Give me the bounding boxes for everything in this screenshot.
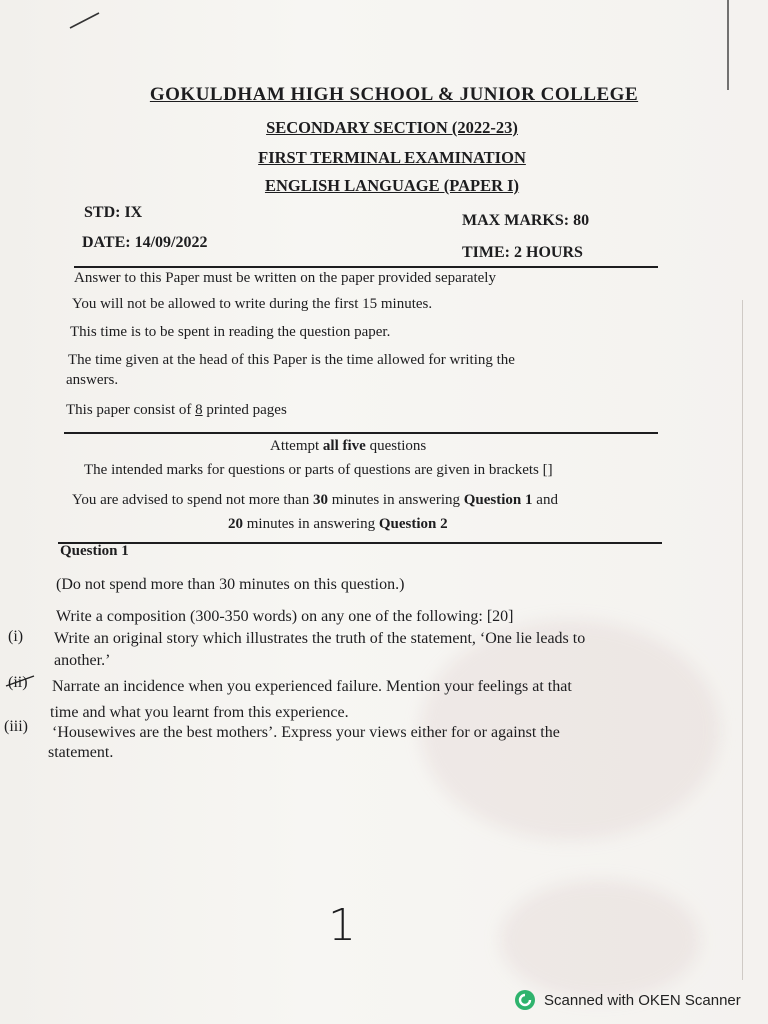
option-text: ‘Housewives are the best mothers’. Express your views either for or against the <box>52 724 560 741</box>
option-number: (i) <box>8 628 24 645</box>
option-number: (iii) <box>4 718 28 735</box>
advice-note <box>72 490 558 510</box>
advice-q1: Question 1 <box>463 492 533 508</box>
question-prompt: Write a composition (300-350 words) on any one of the following: [20] <box>56 608 514 625</box>
strike-mark-icon <box>4 672 40 692</box>
divider-bottom <box>58 542 662 544</box>
subject-title: ENGLISH LANGUAGE (PAPER I) <box>264 176 520 195</box>
advice-prefix: You are advised to spend not more than <box>72 492 313 508</box>
pages-suffix: printed pages <box>202 402 287 418</box>
advice-20: 20 <box>228 516 243 532</box>
advice-30: 30 <box>312 492 328 508</box>
attempt-bold: all five <box>322 438 366 454</box>
exam-title: FIRST TERMINAL EXAMINATION <box>258 148 526 167</box>
school-name: GOKULDHAM HIGH SCHOOL & JUNIOR COLLEGE <box>149 84 639 105</box>
date-label: DATE: 14/09/2022 <box>82 234 208 251</box>
question-note: (Do not spend more than 30 minutes on this question.) <box>56 576 405 593</box>
option-text: time and what you learnt from this experience. <box>50 704 349 721</box>
pen-tick-mark-icon <box>68 10 102 30</box>
option-text: statement. <box>48 744 114 761</box>
advice-mid: minutes in answering <box>327 492 464 508</box>
std-label: STD: IX <box>84 204 143 221</box>
scanner-text: Scanned with OKEN Scanner <box>544 991 741 1009</box>
option-text: Narrate an incidence when you experienced failure. Mention your feelings at that <box>52 678 572 695</box>
attempt-note <box>270 436 426 456</box>
attempt-prefix: Attempt <box>270 438 323 454</box>
instruction-line: The time given at the head of this Paper is the time allowed for writing the <box>68 352 515 368</box>
max-marks-label: MAX MARKS: 80 <box>462 212 590 229</box>
scanner-watermark <box>514 988 741 1012</box>
option-number: (ii) <box>8 674 28 691</box>
advice-q2: Question 2 <box>378 516 448 532</box>
option-text: another.’ <box>54 652 111 669</box>
instruction-line: You will not be allowed to write during the first 15 minutes. <box>72 296 433 312</box>
instruction-line: answers. <box>66 372 119 388</box>
question-title: Question 1 <box>60 543 129 559</box>
page-number: 1 <box>328 900 356 951</box>
pages-prefix: This paper consist of <box>66 402 196 418</box>
section-title: SECONDARY SECTION (2022-23) <box>266 118 518 137</box>
advice-mid2: minutes in answering <box>243 516 379 532</box>
page-edge-line <box>727 0 729 90</box>
time-label: TIME: 2 HOURS <box>462 244 583 261</box>
advice-note-cont <box>228 514 448 534</box>
instruction-line: Answer to this Paper must be written on the paper provided separately <box>74 270 496 286</box>
oken-scanner-logo-icon <box>514 989 536 1011</box>
pages-count: 8 <box>195 402 203 418</box>
option-text: Write an original story which illustrates the truth of the statement, ‘One lie leads to <box>54 630 586 647</box>
advice-and: and <box>532 492 558 508</box>
attempt-suffix: questions <box>365 438 427 454</box>
instruction-line: This time is to be spent in reading the question paper. <box>70 324 391 340</box>
pages-line <box>66 400 287 420</box>
page-fold-line <box>742 300 743 980</box>
divider-middle <box>64 432 658 434</box>
marks-note: The intended marks for questions or parts of questions are given in brackets [] <box>84 462 553 478</box>
